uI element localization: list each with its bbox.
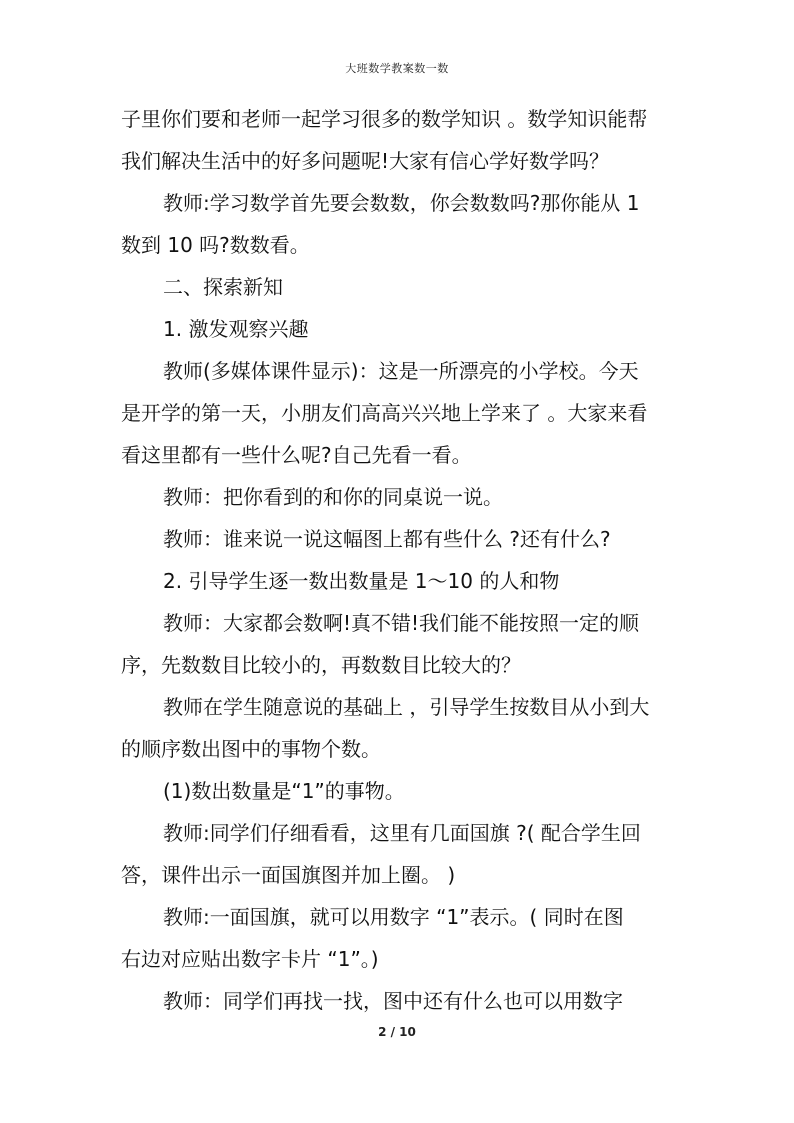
subsection-heading: 2. 引导学生逐一数出数量是 1～10 的人和物: [163, 569, 560, 593]
document-body: [121, 98, 677, 1022]
paragraph-line: 右边对应贴出数字卡片 “1”。): [121, 947, 379, 971]
page-number: 2 / 10: [378, 1025, 416, 1039]
paragraph-line: 答，课件出示一面国旗图并加上圈。 ): [121, 863, 456, 887]
page-header: 大班数学教案数一数: [345, 62, 449, 75]
paragraph-line: 教师：把你看到的和你的同桌说一说。: [163, 485, 503, 509]
paragraph-line: (1)数出数量是“1”的事物。: [163, 779, 405, 803]
paragraph-line: 教师:学习数学首先要会数数，你会数数吗?那你能从 1: [163, 191, 640, 215]
paragraph-line: 教师:同学们仔细看看，这里有几面国旗 ?( 配合学生回: [163, 821, 641, 845]
paragraph-line: 教师:一面国旗，就可以用数字 “1”表示。( 同时在图: [163, 905, 624, 929]
paragraph-line: 教师：大家都会数啊!真不错!我们能不能按照一定的顺: [163, 611, 640, 635]
section-heading: 二、探索新知: [163, 275, 283, 299]
paragraph-line: 数到 10 吗?数数看。: [121, 233, 310, 257]
subsection-heading: 1. 激发观察兴趣: [163, 317, 309, 341]
paragraph-line: 教师：同学们再找一找，图中还有什么也可以用数字: [163, 989, 623, 1013]
paragraph-line: 看这里都有一些什么呢?自己先看一看。: [121, 443, 472, 467]
paragraph-line: 教师：谁来说一说这幅图上都有些什么 ?还有什么?: [163, 527, 611, 551]
paragraph-line: 我们解决生活中的好多问题呢!大家有信心学好数学吗？: [121, 149, 610, 173]
paragraph-line: 教师在学生随意说的基础上 ，引导学生按数目从小到大: [163, 695, 650, 719]
paragraph-line: 子里你们要和老师一起学习很多的数学知识 。数学知识能帮: [121, 107, 648, 131]
paragraph-line: 序，先数数目比较小的，再数数目比较大的？: [121, 653, 521, 677]
paragraph-line: 教师(多媒体课件显示)：这是一所漂亮的小学校。今天: [163, 359, 639, 383]
paragraph-line: 是开学的第一天，小朋友们高高兴兴地上学来了 。大家来看: [121, 401, 648, 425]
paragraph-line: 的顺序数出图中的事物个数。: [121, 737, 381, 761]
